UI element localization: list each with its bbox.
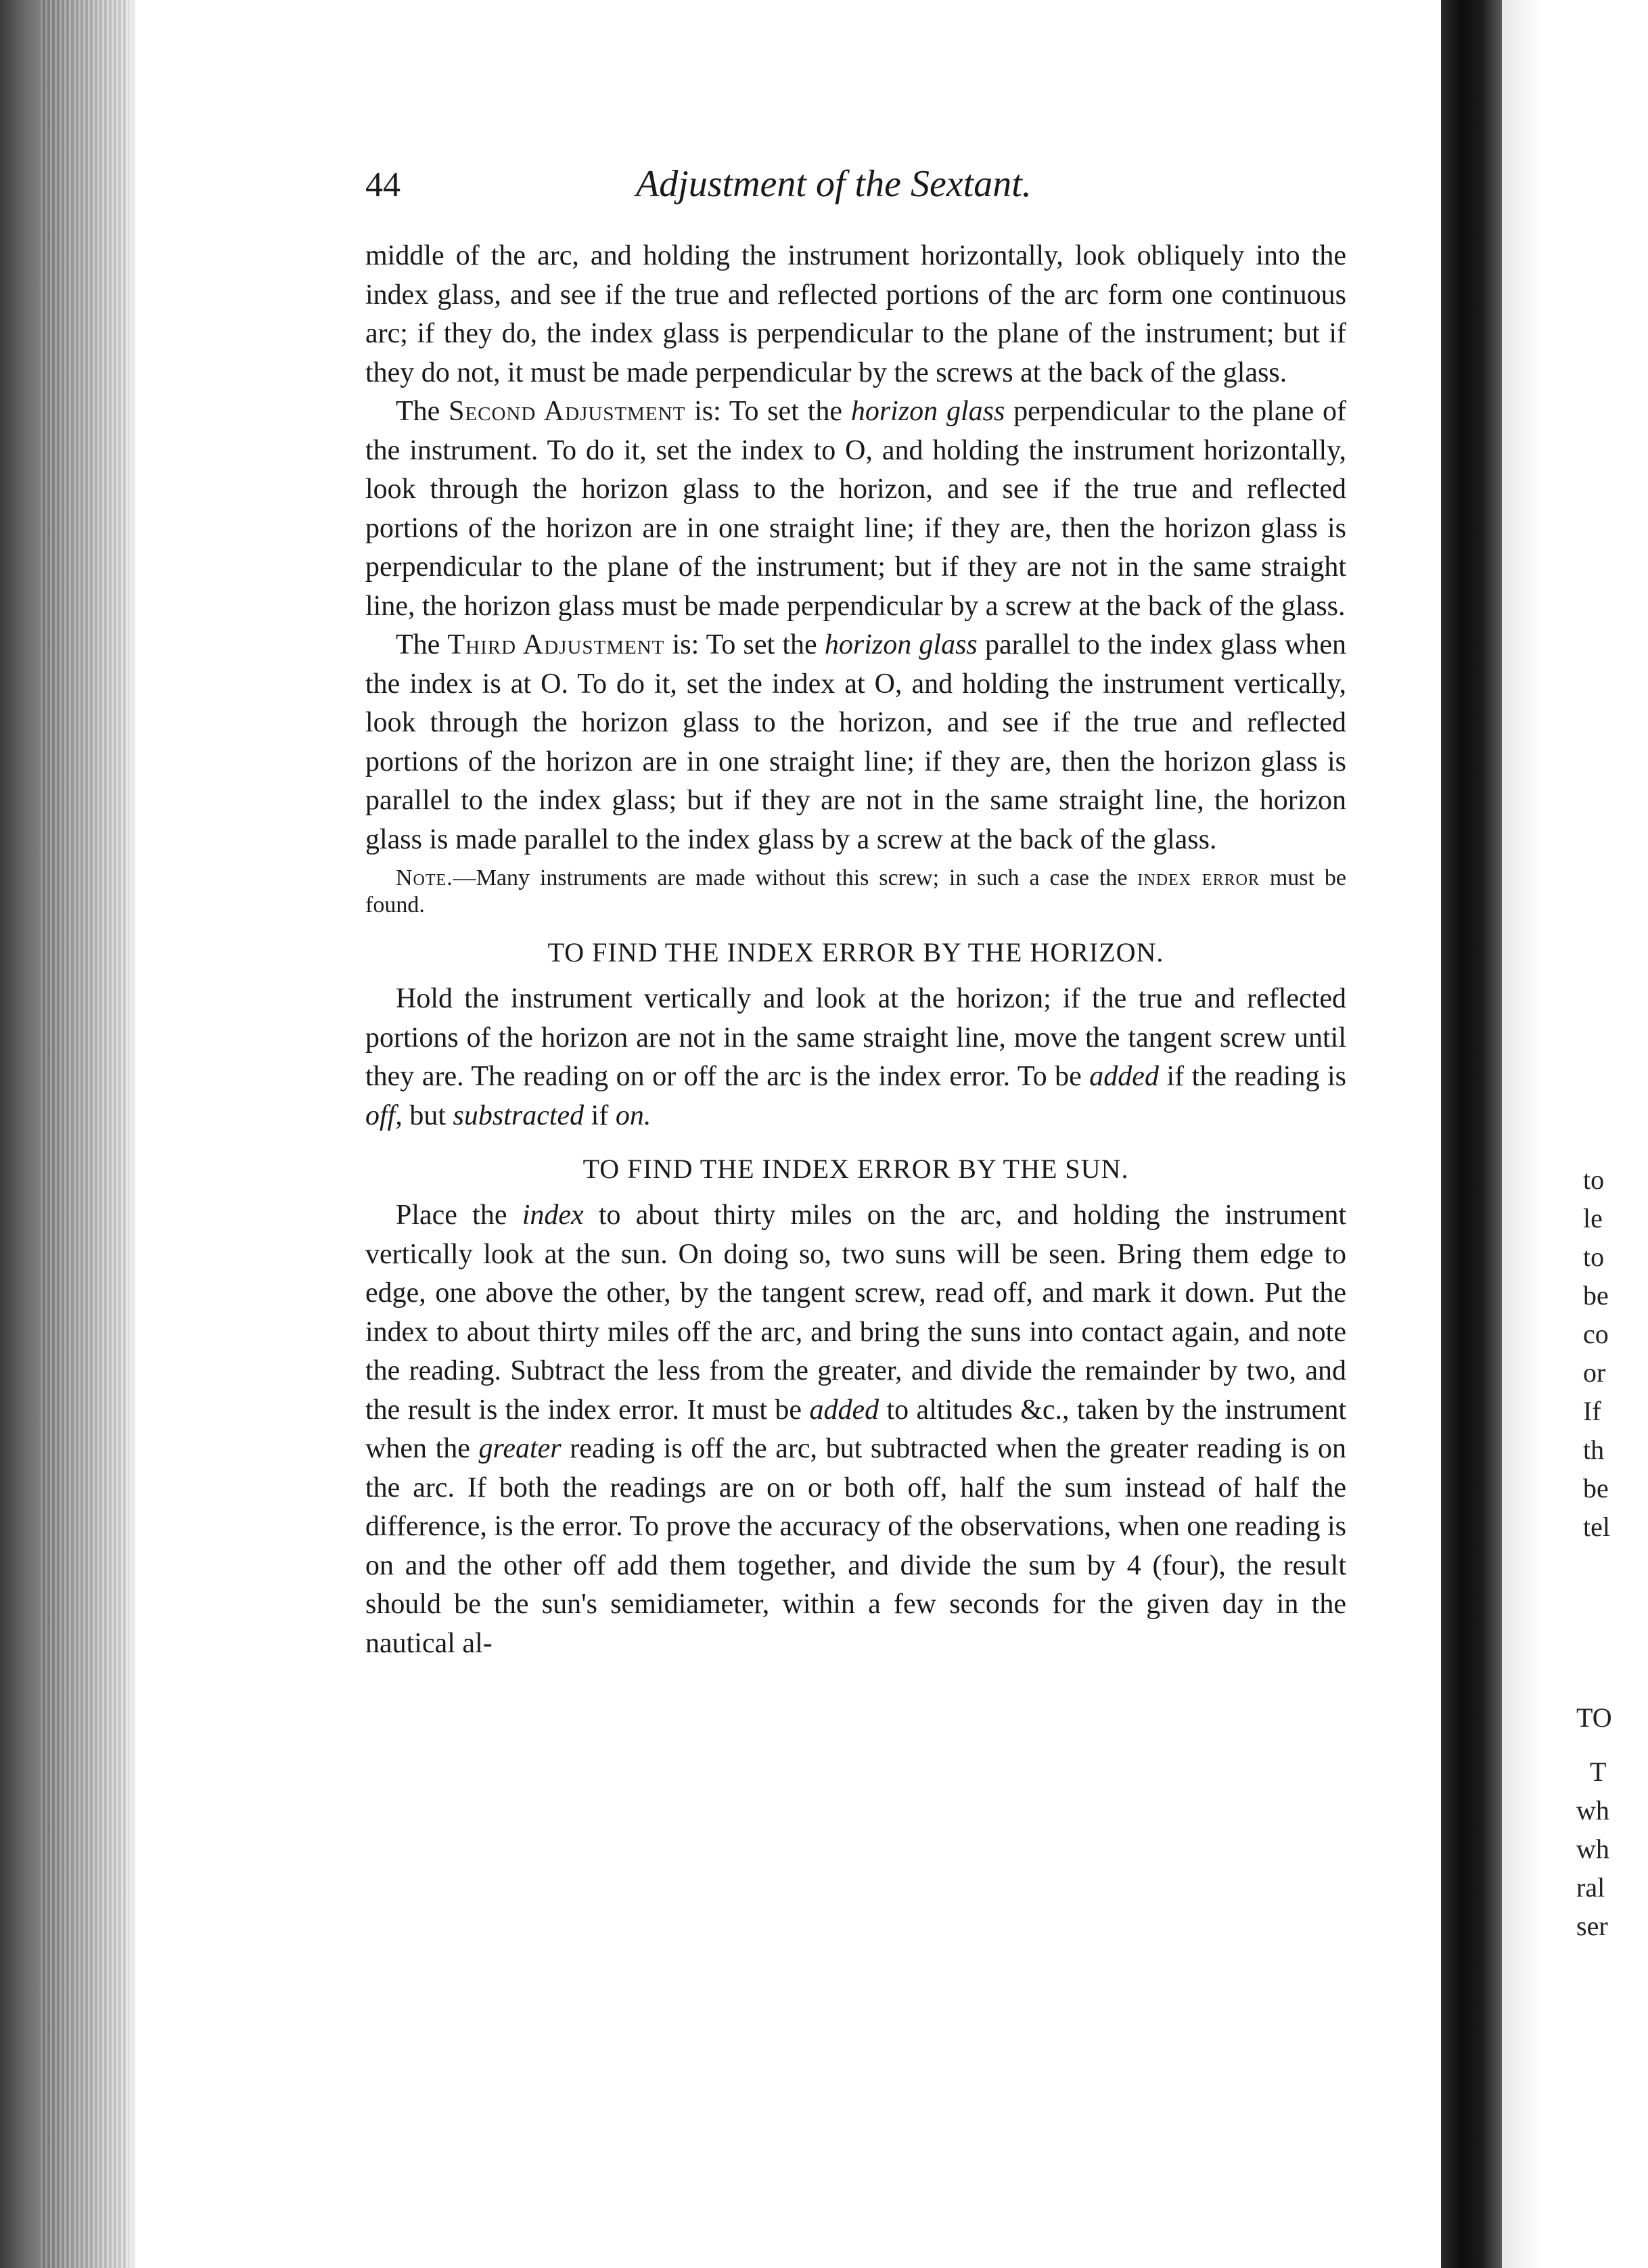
running-head	[365, 162, 1346, 217]
text-run: is: To set the	[685, 396, 851, 427]
paragraph-continuation: middle of the arc, and holding the instrument horizontally, look obliquely into the index glass, and see if the true and reflected portions of the arc form one continuous arc; if they do, the index glass is perpendicular to the plane of the instrument; but if they do not, it must be made perpendicular by the screws at the back of the glass.	[365, 240, 1346, 388]
note-label: Note.	[396, 865, 453, 890]
note	[365, 865, 1346, 919]
facing-fragment: TO	[1576, 1702, 1612, 1733]
facing-fragment: T	[1590, 1756, 1607, 1787]
emphasis: greater	[478, 1433, 562, 1464]
emphasis: added	[1089, 1061, 1159, 1092]
text-run: if the reading is	[1158, 1061, 1346, 1092]
note-term: index error	[1137, 865, 1260, 890]
facing-fragment: to	[1583, 1242, 1605, 1272]
text-run: The	[396, 396, 449, 427]
paragraph-index-error-sun	[365, 1196, 1346, 1663]
emphasis: substracted	[453, 1099, 585, 1131]
book-gutter	[1441, 0, 1502, 2268]
running-title: Adjustment of the Sextant.	[636, 163, 1032, 205]
text-run: must be found.	[365, 865, 1346, 917]
text-run: perpendicular to the plane of the instrument. To do it, set the index to O, and holding the instrument horizontally, look through the horizon glass to the horizon, and see if the true and reflected portions of the horizon are in one straight line; if they are, then the horizon glass is perpendicular to the plane of the instrument; but if they are not in the same straight line, the horizon glass must be made perpendicular by a screw at the back of the glass.	[365, 396, 1347, 622]
facing-fragment: be	[1583, 1473, 1609, 1503]
section-heading-horizon: TO FIND THE INDEX ERROR BY THE HORIZON.	[547, 937, 1164, 968]
facing-page	[1502, 0, 1648, 2268]
facing-fragment: If	[1583, 1396, 1601, 1426]
text-run: , but	[395, 1099, 453, 1131]
text-run: Hold the instrument vertically and look at the horizon; if the true and reflected portions of the horizon are not in the same straight line, move the tangent screw until they are. The reading on or off the arc is the index error. To be	[365, 983, 1346, 1092]
text-run: to about thirty miles on the arc, and holding the instrument vertically look at the sun. On doing so, two suns will be seen. Bring them edge to edge, one above the other, by the tangent screw, read off, and mark it down. Put the index to about thirty miles off the arc, and bring the suns into contact again, and note the reading. Subtract the less from the greater, and divide the remainder by two, and the result is the index error. It must be	[365, 1200, 1347, 1426]
text-run: reading is off the arc, but subtracted when the greater reading is on the arc. If both the readings are on or both off, half the sum instead of half the difference, is the error. To prove the accuracy of the observations, when one reading is on and the other off add them together, and divide the sum by 4 (four), the result should be the sun's semidiameter, within a few seconds for the given day in the nautical al-	[365, 1433, 1346, 1659]
facing-fragment: or	[1583, 1357, 1606, 1388]
facing-fragment: ser	[1576, 1911, 1608, 1941]
paragraph-third-adjustment	[365, 626, 1346, 859]
text-run: —Many instruments are made without this screw; in such a case the	[453, 865, 1138, 890]
text-run: if	[584, 1099, 616, 1131]
text-run: Place the	[396, 1200, 522, 1231]
facing-fragment: be	[1583, 1280, 1609, 1311]
text-run: to altitudes &c., taken by the instrument when the	[365, 1394, 1346, 1464]
emphasis: added	[809, 1394, 879, 1426]
adjustment-label: Third Adjustment	[447, 629, 665, 660]
text-run: is: To set the	[664, 629, 825, 660]
text-run: parallel to the index glass when the index is at O. To do it, set the index at O, and holding the instrument vertically, look through the horizon glass to the horizon, and see if the true and reflected portions of the horizon are in one straight line; if they are, then the horizon glass is parallel to the index glass; but if they are not in the same straight line, the horizon glass is made parallel to the index glass by a screw at the back of the glass.	[365, 629, 1347, 855]
facing-fragment: ral	[1576, 1872, 1605, 1903]
book-page	[365, 162, 1346, 1663]
emphasis: on.	[615, 1099, 651, 1131]
emphasis: off	[365, 1099, 396, 1131]
facing-fragment: le	[1583, 1203, 1603, 1233]
emphasis: index	[522, 1200, 584, 1231]
facing-fragment: th	[1583, 1434, 1605, 1465]
facing-fragment: to	[1583, 1164, 1605, 1195]
facing-fragment: wh	[1576, 1795, 1609, 1825]
paragraph-index-error-horizon	[365, 980, 1346, 1135]
facing-fragment: co	[1583, 1319, 1609, 1349]
text-run: The	[396, 629, 448, 660]
facing-fragment: tel	[1583, 1512, 1610, 1542]
page-number: 44	[365, 166, 400, 204]
paragraph-second-adjustment	[365, 392, 1346, 626]
emphasis: horizon glass	[824, 629, 978, 660]
section-heading-sun: TO FIND THE INDEX ERROR BY THE SUN.	[582, 1154, 1129, 1184]
adjustment-label: Second Adjustment	[449, 396, 686, 427]
page-edges-texture	[41, 0, 129, 2268]
facing-fragment: wh	[1576, 1834, 1609, 1864]
emphasis: horizon glass	[850, 396, 1005, 427]
